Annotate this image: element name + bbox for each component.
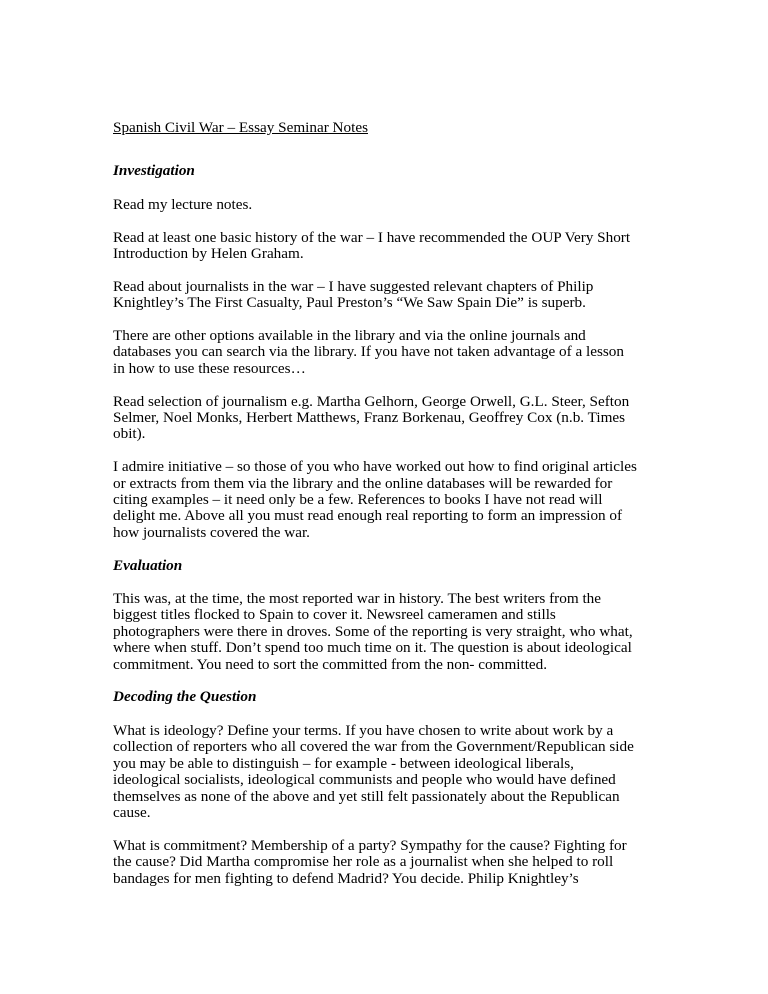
paragraph (113, 197, 713, 213)
text-line: commitment. You need to sort the committed from the non- committed. (113, 655, 548, 673)
text-line: There are other options available in the library and via the online journals and (113, 327, 586, 345)
section-heading: Evaluation (113, 556, 183, 574)
section-evaluation (113, 558, 713, 673)
paragraph (113, 591, 713, 673)
document-body (113, 163, 713, 887)
text-line: how journalists covered the war. (113, 523, 310, 541)
text-line: This was, at the time, the most reported war in history. The best writers from the (113, 590, 601, 608)
text-line: in how to use these resources… (113, 359, 306, 377)
section-heading: Decoding the Question (113, 688, 257, 706)
text-line: biggest titles flocked to Spain to cover it. Newsreel cameramen and stills (113, 606, 556, 624)
paragraph (113, 459, 713, 541)
text-line: delight me. Above all you must read enough real reporting to form an impression of (113, 507, 623, 525)
paragraph (113, 328, 713, 377)
document-page (113, 120, 713, 903)
text-line: What is ideology? Define your terms. If you have chosen to write about work by a (113, 721, 614, 739)
text-line: citing examples – it need only be a few. References to books I have not read will (113, 491, 603, 509)
text-line: Read my lecture notes. (113, 195, 253, 213)
text-line: you may be able to distinguish – for example - between ideological liberals, (113, 754, 574, 772)
text-line: Selmer, Noel Monks, Herbert Matthews, Franz Borkenau, Geoffrey Cox (n.b. Times (113, 409, 626, 427)
section-decoding-the-question (113, 689, 713, 886)
text-line: obit). (113, 425, 146, 443)
paragraph (113, 230, 713, 263)
text-line: What is commitment? Membership of a party? Sympathy for the cause? Fighting for (113, 836, 627, 854)
text-line: the cause? Did Martha compromise her role as a journalist when she helped to roll (113, 853, 614, 871)
text-line: cause. (113, 803, 151, 821)
text-line: Introduction by Helen Graham. (113, 245, 304, 263)
text-line: collection of reporters who all covered the war from the Government/Republican side (113, 738, 634, 756)
text-line: themselves as none of the above and yet still felt passionately about the Republican (113, 787, 620, 805)
text-line: Read selection of journalism e.g. Martha Gelhorn, George Orwell, G.L. Steer, Sefton (113, 392, 630, 410)
text-line: where when stuff. Don’t spend too much time on it. The question is about ideological (113, 639, 632, 657)
text-line: Read at least one basic history of the war – I have recommended the OUP Very Short (113, 228, 631, 246)
section-investigation (113, 163, 713, 541)
text-line: or extracts from them via the library and the online databases will be rewarded for (113, 474, 613, 492)
text-line: ideological socialists, ideological communists and people who would have defined (113, 771, 616, 789)
paragraph (113, 838, 713, 887)
text-line: Knightley’s The First Casualty, Paul Preston’s “We Saw Spain Die” is superb. (113, 294, 586, 312)
text-line: I admire initiative – so those of you who have worked out how to find original articles (113, 458, 637, 476)
text-line: Read about journalists in the war – I have suggested relevant chapters of Philip (113, 277, 594, 295)
paragraph (113, 723, 713, 821)
document-title: Spanish Civil War – Essay Seminar Notes (113, 119, 368, 136)
text-line: photographers were there in droves. Some of the reporting is very straight, who what, (113, 622, 633, 640)
text-line: bandages for men fighting to defend Madrid? You decide. Philip Knightley’s (113, 869, 579, 887)
paragraph (113, 279, 713, 312)
text-line: databases you can search via the library. If you have not taken advantage of a lesson (113, 343, 624, 361)
section-heading: Investigation (113, 162, 195, 180)
paragraph (113, 394, 713, 443)
